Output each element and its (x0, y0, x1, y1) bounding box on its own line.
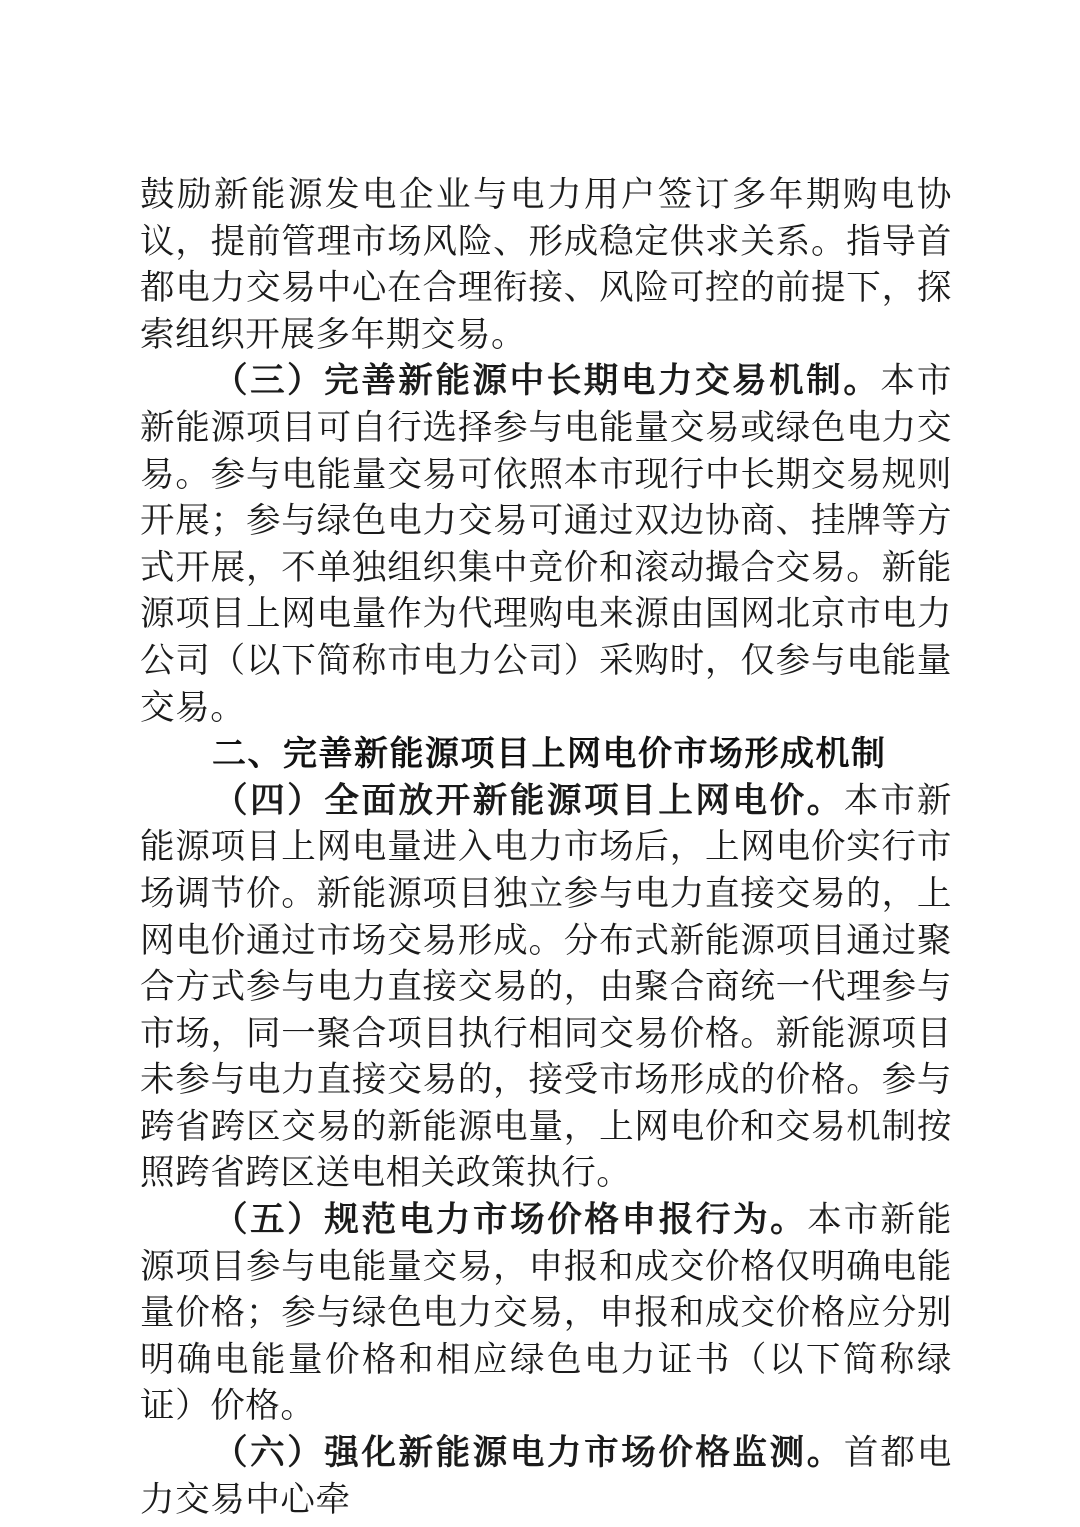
runin-heading-item-six: （六）强化新能源电力市场价格监测。 (213, 1434, 844, 1473)
paragraph-item-three-midlong-term-trading (140, 358, 952, 731)
paragraph-text: 首都电力交易中心牵 (140, 1434, 952, 1519)
paragraph-item-five-price-declaration-conduct (140, 1197, 952, 1430)
paragraph-text: 本市新能源项目上网电量进入电力市场后，上网电价实行市场调节价。新能源项目独立参与电力直接交易的，上网电价通过市场交易形成。分布式新能源项目通过聚合方式参与电力直接交易的，由聚合商统一代理参与市场，同一聚合项目执行相同交易价格。新能源项目未参与电力直接交易的，接受市场形成的价格。参与跨省跨区交易的新能源电量，上网电价和交易机制按照跨省跨区送电相关政策执行。 (140, 781, 952, 1193)
document-text-body (140, 172, 952, 1523)
paragraph-text: 本市新能源项目可自行选择参与电能量交易或绿色电力交易。参与电能量交易可依照本市现行中长期交易规则开展；参与绿色电力交易可通过双边协商、挂牌等方式开展，不单独组织集中竞价和滚动撮合交易。新能源项目上网电量作为代理购电来源由国网北京市电力公司（以下简称市电力公司）采购时，仅参与电能量交易。 (140, 362, 953, 727)
paragraph-text: 鼓励新能源发电企业与电力用户签订多年期购电协议，提前管理市场风险、形成稳定供求关系。指导首都电力交易中心在合理衔接、风险可控的前提下，探索组织开展多年期交易。 (140, 176, 952, 354)
paragraph-item-four-liberalize-feedin-tariff (140, 778, 952, 1197)
paragraph-continuation-multi-year-ppa (140, 172, 952, 358)
section-heading-two: 二、完善新能源项目上网电价市场形成机制 (212, 735, 887, 774)
runin-heading-item-five: （五）规范电力市场价格申报行为。 (213, 1201, 808, 1240)
runin-heading-item-four: （四）全面放开新能源项目上网电价。 (213, 781, 844, 820)
paragraph-item-six-price-monitoring (140, 1430, 952, 1523)
paragraph-text: 本市新能源项目参与电能量交易，申报和成交价格仅明确电能量价格；参与绿色电力交易，申报和成交价格应分别明确电能量价格和相应绿色电力证书（以下简称绿证）价格。 (140, 1201, 952, 1426)
runin-heading-item-three: （三）完善新能源中长期电力交易机制。 (213, 362, 881, 401)
